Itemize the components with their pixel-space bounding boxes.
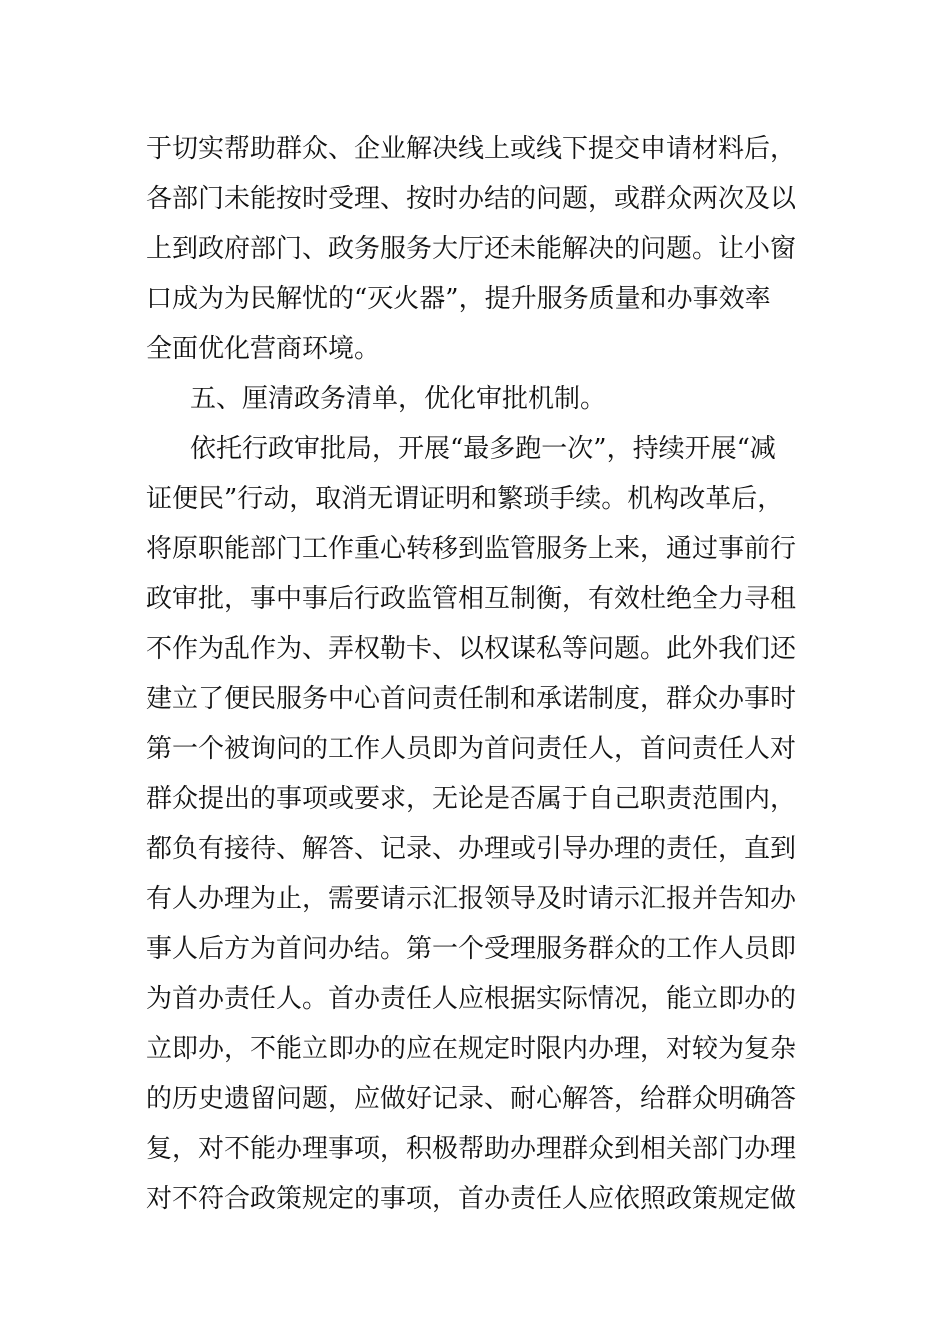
text-line: 于切实帮助群众、企业解决线上或线下提交申请材料后，	[146, 134, 797, 164]
text-line: 复，对不能办理事项，积极帮助办理群众到相关部门办理	[146, 1134, 797, 1164]
text-line: 证便民”行动，取消无谓证明和繁琐手续。机构改革后，	[146, 484, 784, 514]
paragraph-first-line: 依托行政审批局，开展“最多跑一次”，持续开展“减	[190, 434, 776, 464]
text-line: 立即办，不能立即办的应在规定时限内办理，对较为复杂	[146, 1034, 797, 1064]
text-line: 口成为为民解忧的“灭火器”，提升服务质量和办事效率	[146, 284, 771, 314]
text-line: 全面优化营商环境。	[146, 334, 381, 364]
text-line: 有人办理为止，需要请示汇报领导及时请示汇报并告知办	[146, 884, 797, 914]
text-line: 不作为乱作为、弄权勒卡、以权谋私等问题。此外我们还	[146, 634, 797, 664]
text-line: 第一个被询问的工作人员即为首问责任人，首问责任人对	[146, 734, 797, 764]
text-line: 政审批，事中事后行政监管相互制衡，有效杜绝全力寻租	[146, 584, 797, 614]
text-line: 为首办责任人。首办责任人应根据实际情况，能立即办的	[146, 984, 797, 1014]
text-line: 将原职能部门工作重心转移到监管服务上来，通过事前行	[146, 534, 797, 564]
section-heading: 五、厘清政务清单，优化审批机制。	[190, 384, 607, 414]
text-line: 各部门未能按时受理、按时办结的问题，或群众两次及以	[146, 184, 797, 214]
text-line: 的历史遗留问题，应做好记录、耐心解答，给群众明确答	[146, 1084, 797, 1114]
document-body	[146, 124, 816, 1224]
text-line: 事人后方为首问办结。第一个受理服务群众的工作人员即	[146, 934, 797, 964]
text-line: 上到政府部门、政务服务大厅还未能解决的问题。让小窗	[146, 234, 797, 264]
text-line: 都负有接待、解答、记录、办理或引导办理的责任，直到	[146, 834, 797, 864]
text-line: 建立了便民服务中心首问责任制和承诺制度，群众办事时	[146, 684, 797, 714]
text-line: 群众提出的事项或要求，无论是否属于自己职责范围内，	[146, 784, 797, 814]
text-line: 对不符合政策规定的事项，首办责任人应依照政策规定做	[146, 1184, 797, 1214]
